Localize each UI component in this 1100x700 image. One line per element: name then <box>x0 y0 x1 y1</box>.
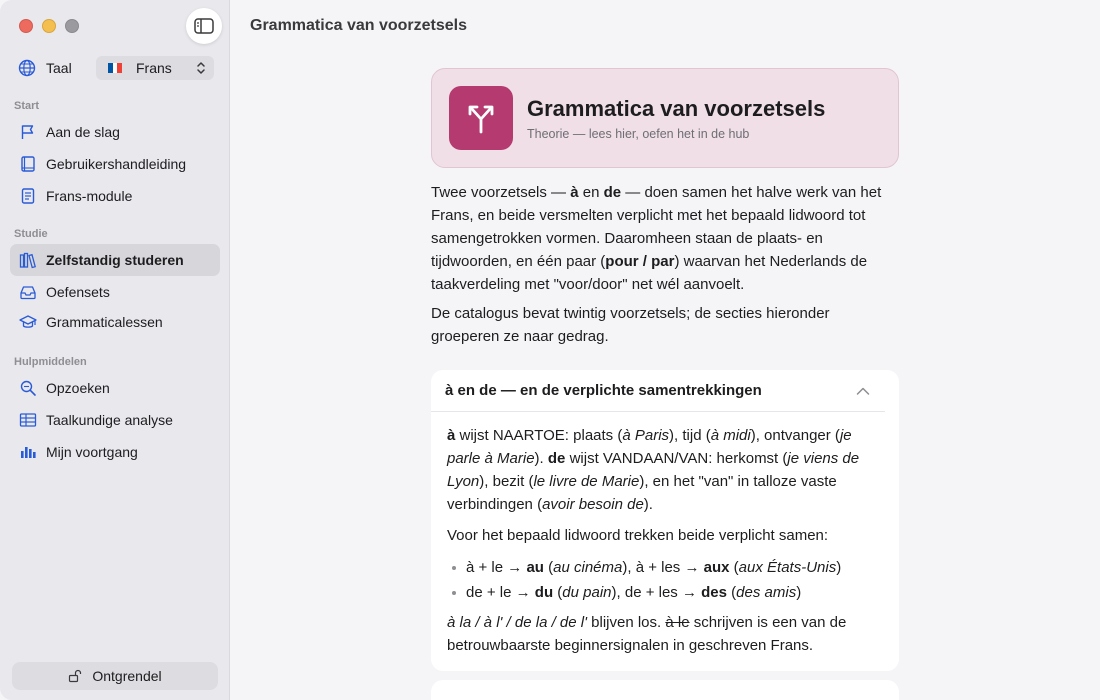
next-section-card[interactable] <box>431 680 899 700</box>
maximize-window-button[interactable] <box>65 19 79 33</box>
document-icon <box>19 187 37 205</box>
example: à midi <box>710 427 751 444</box>
emphasis: à <box>570 184 579 201</box>
example: des amis <box>736 584 797 601</box>
books-icon <box>19 251 37 269</box>
emphasis: du <box>534 584 554 601</box>
text: Twee voorzetsels — <box>431 184 571 201</box>
emphasis: au <box>526 559 544 576</box>
sidebar-toggle-button[interactable] <box>186 8 222 44</box>
list-item <box>447 580 883 605</box>
card-paragraph-2: Voor het bepaald lidwoord trekken beide verplicht samen: <box>447 527 829 544</box>
section-header-hulpmiddelen: Hulpmiddelen <box>14 356 87 368</box>
sidebar-item-oefensets[interactable] <box>10 276 220 308</box>
chevron-up-icon[interactable] <box>856 386 870 396</box>
text: ). <box>534 450 548 467</box>
text: ), à + les → <box>622 559 704 576</box>
card-paragraph <box>447 424 883 516</box>
text: de + le → <box>466 584 535 601</box>
text: ), en het "van" in talloze vaste verbindingen ( <box>447 473 837 513</box>
window-title: Grammatica van voorzetsels <box>250 17 467 34</box>
language-select[interactable] <box>96 56 214 80</box>
section-card-header[interactable] <box>431 370 885 412</box>
book-icon <box>19 155 37 173</box>
sidebar-item-taalkundige-analyse[interactable] <box>10 404 220 436</box>
table-icon <box>19 411 37 429</box>
window-controls <box>19 19 79 33</box>
split-arrow-icon <box>464 101 498 135</box>
text: ( <box>727 584 737 601</box>
magnifier-icon <box>19 379 37 397</box>
emphasis: pour / par <box>605 253 675 270</box>
section-card <box>431 370 899 671</box>
emphasis: des <box>701 584 727 601</box>
example: au cinéma <box>553 559 623 576</box>
hero-icon <box>449 86 513 150</box>
language-label: Taal <box>46 60 72 76</box>
emphasis: de <box>603 184 622 201</box>
section-header-start: Start <box>14 100 40 112</box>
section-card-body <box>431 412 899 671</box>
sidebar-item-label: Mijn voortgang <box>46 444 138 460</box>
unlock-button[interactable] <box>12 662 218 690</box>
section-header-studie: Studie <box>14 228 48 240</box>
emphasis: de <box>547 450 566 467</box>
sidebar-item-label: Opzoeken <box>46 380 110 396</box>
example: je viens de Lyon <box>447 450 860 490</box>
example: avoir besoin de <box>542 496 644 513</box>
graduation-cap-icon <box>19 313 37 331</box>
text: ), de + les → <box>611 584 702 601</box>
example: je parle à Marie <box>447 427 852 467</box>
sidebar-item-frans-module[interactable] <box>10 180 220 212</box>
article <box>431 68 899 671</box>
globe-icon <box>18 59 36 77</box>
sidebar-icon <box>194 18 214 34</box>
unlock-icon <box>68 669 82 683</box>
example: aux États-Unis <box>738 559 837 576</box>
french-flag-icon <box>108 63 122 73</box>
card-paragraph-3 <box>447 611 883 657</box>
text: — doen samen het halve werk van het Frans, en beide versmelten verplicht met het bepaald lidwoord tot samengetrokken vormen. Daaromheen staan de plaats- en tijdwoorden, en één paar ( <box>431 184 882 270</box>
text: ), ontvanger ( <box>750 427 840 444</box>
text: ) <box>836 559 842 576</box>
sidebar-item-label: Gebruikershandleiding <box>46 156 187 172</box>
text: ( <box>553 584 563 601</box>
list-item <box>447 555 883 580</box>
contraction-list <box>447 555 883 605</box>
sidebar-item-label: Frans-module <box>46 188 133 204</box>
text: ). <box>643 496 653 513</box>
text: wijst NAARTOE: plaats ( <box>455 427 623 444</box>
unlock-label: Ontgrendel <box>92 668 162 684</box>
text: à + le → <box>466 559 527 576</box>
sidebar <box>0 0 230 700</box>
example: à Paris <box>622 427 670 444</box>
language-select-value: Frans <box>136 60 172 76</box>
text: ) waarvan het Nederlands de taakverdeling met "voor/door" net wél aanvoelt. <box>431 253 868 293</box>
intro-paragraph <box>431 181 899 296</box>
sidebar-item-label: Oefensets <box>46 284 110 300</box>
hero-title: Grammatica van voorzetsels <box>527 95 826 121</box>
text: wijst VANDAAN/VAN: herkomst ( <box>565 450 788 467</box>
example: le livre de Marie <box>533 473 640 490</box>
language-row <box>18 56 214 80</box>
text: ( <box>543 559 554 576</box>
sidebar-item-label: Taalkundige analyse <box>46 412 173 428</box>
text: ( <box>729 559 739 576</box>
text: blijven los. <box>586 614 666 631</box>
main-content <box>231 0 1100 700</box>
sidebar-item-opzoeken[interactable] <box>10 372 220 404</box>
example: à la / à l' / de la / de l' <box>447 614 587 631</box>
sidebar-item-zelfstandig-studeren[interactable] <box>10 244 220 276</box>
emphasis: aux <box>703 559 730 576</box>
tray-icon <box>19 283 37 301</box>
emphasis: à <box>447 427 456 444</box>
text: schrijven is een van de betrouwbaarste beginnersignalen in geschreven Frans. <box>447 614 847 654</box>
sidebar-item-label: Grammaticalessen <box>46 314 163 330</box>
bar-chart-icon <box>19 443 37 461</box>
sidebar-item-label: Aan de slag <box>46 124 120 140</box>
sidebar-item-mijn-voortgang[interactable] <box>10 436 220 468</box>
chevron-updown-icon <box>196 61 206 75</box>
hero-banner <box>431 68 899 168</box>
sidebar-item-label: Zelfstandig studeren <box>46 252 184 268</box>
close-window-button[interactable] <box>19 19 33 33</box>
struck-text: à le <box>665 614 690 631</box>
intro-paragraph-2: De catalogus bevat twintig voorzetsels; de secties hieronder groeperen ze naar gedrag. <box>431 305 830 345</box>
text: ), tijd ( <box>669 427 711 444</box>
hero-text <box>527 96 825 141</box>
minimize-window-button[interactable] <box>42 19 56 33</box>
example: du pain <box>562 584 612 601</box>
sidebar-item-gebruikershandleiding[interactable] <box>10 148 220 180</box>
sidebar-item-aan-de-slag[interactable] <box>10 116 220 148</box>
text: ) <box>796 584 802 601</box>
sidebar-item-grammaticalessen[interactable] <box>10 306 220 338</box>
text: en <box>578 184 604 201</box>
flag-icon <box>19 123 37 141</box>
text: ), bezit ( <box>479 473 534 490</box>
hero-subtitle: Theorie — lees hier, oefen het in de hub <box>527 126 750 141</box>
section-card-title: à en de — en de verplichte samentrekkingen <box>445 382 762 399</box>
